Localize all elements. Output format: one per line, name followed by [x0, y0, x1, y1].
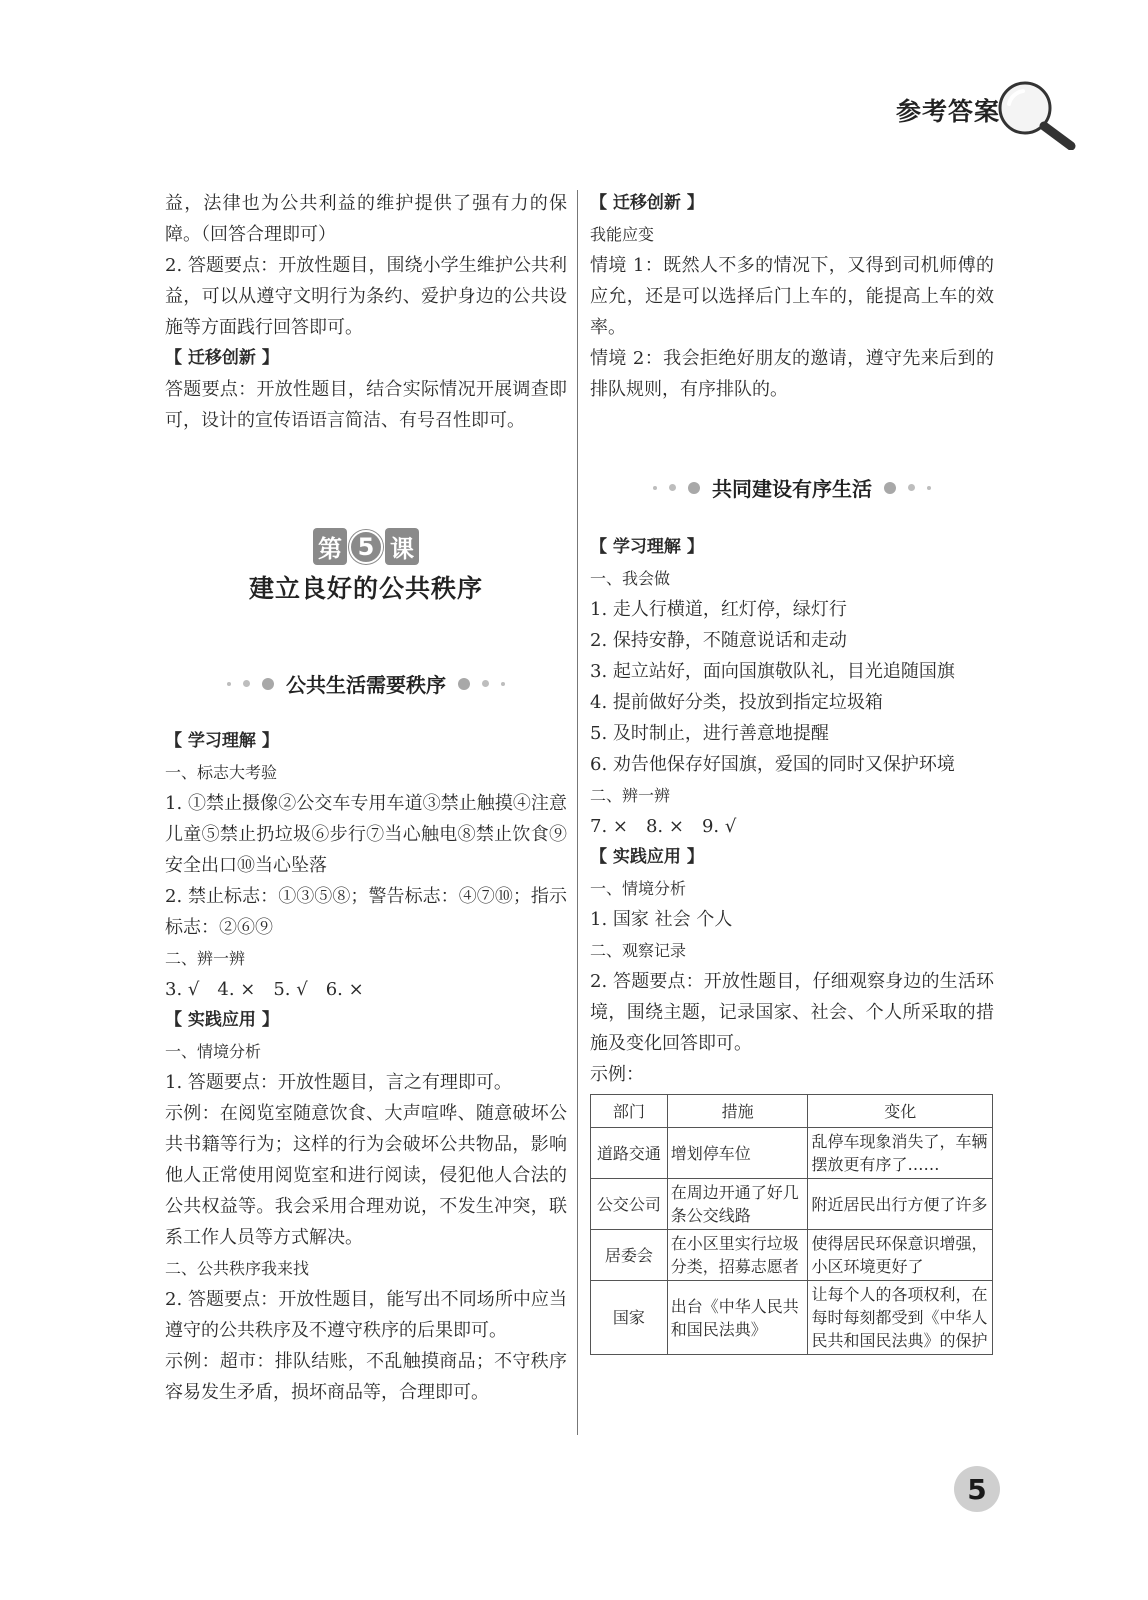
table-cell: 附近居民出行方便了许多 [808, 1179, 993, 1230]
left-sub-heading-3: 一、情境分析 [165, 1042, 262, 1061]
left-migrate-heading: 【 迁移创新 】 [165, 348, 279, 368]
left-q4: 2. 答题要点：开放性题目，能写出不同场所中应当遵守的公共秩序及不遵守秩序的后果即可。 [165, 1289, 567, 1341]
left-answer-2: 2. 答题要点：开放性题目，围绕小学生维护公共利益，可以从遵守文明行为条约、爱护身边的公共设施等方面践行回答即可。 [165, 255, 567, 338]
left-q1: 1. ①禁止摄像②公交车专用车道③禁止触摸④注意儿童⑤禁止扔垃圾⑥步行⑦当心触电⑧禁止饮食⑨安全出口⑩当心坠落 [165, 793, 567, 876]
observation-table [590, 1094, 993, 1355]
left-q4-example: 示例：超市：排队结账，不乱触摸商品；不守秩序容易发生矛盾，损坏商品等，合理即可。 [165, 1351, 567, 1403]
table-header-cell: 变化 [808, 1095, 993, 1128]
lesson-badge [313, 528, 419, 565]
right-q2: 2. 答题要点：开放性题目，仔细观察身边的生活环境，围绕主题，记录国家、社会、个人所采取的措施及变化回答即可。 [590, 971, 994, 1054]
lesson-number: 5 [349, 530, 383, 564]
left-learn-heading: 【 学习理解 】 [165, 731, 279, 751]
right-adapt-label: 我能应变 [590, 225, 655, 244]
dot-decoration [243, 680, 250, 687]
right-sub-heading-4: 二、观察记录 [590, 941, 687, 960]
dot-decoration [262, 678, 274, 690]
list-item: 2. 保持安静，不随意说话和走动 [590, 630, 847, 651]
dot-decoration [501, 682, 505, 686]
right-learn-heading: 【 学习理解 】 [590, 537, 704, 557]
right-q1: 1. 国家 社会 个人 [590, 909, 733, 930]
dot-decoration [927, 486, 931, 490]
page-header-title: 参考答案 [896, 97, 1001, 126]
lesson-badge-left: 第 [313, 528, 347, 565]
right-sub-heading-3: 一、情境分析 [590, 879, 687, 898]
right-judge-answers: 7. × 8. × 9. √ [590, 816, 737, 837]
left-section-title [165, 669, 567, 698]
list-item: 5. 及时制止，进行善意地提醒 [590, 723, 829, 744]
left-q2: 2. 禁止标志：①③⑤⑧；警告标志：④⑦⑩；指示标志：②⑥⑨ [165, 886, 567, 938]
right-practice-heading: 【 实践应用 】 [590, 847, 704, 867]
left-sub-heading-4: 二、公共秩序我来找 [165, 1259, 310, 1278]
table-cell: 在小区里实行垃圾分类，招募志愿者 [667, 1230, 808, 1281]
left-column [165, 188, 567, 1408]
right-section-title [590, 473, 994, 502]
table-cell: 让每个人的各项权利，在每时每刻都受到《中华人民共和国民法典》的保护 [808, 1281, 993, 1355]
dot-decoration [884, 482, 896, 494]
table-cell: 增划停车位 [667, 1128, 808, 1179]
left-sub-heading-1: 一、标志大考验 [165, 763, 278, 782]
left-section-title-text: 公共生活需要秩序 [286, 673, 446, 697]
table-header-row [591, 1095, 993, 1128]
right-migrate-heading: 【 迁移创新 】 [590, 193, 704, 213]
table-cell: 道路交通 [591, 1128, 668, 1179]
left-q3-example: 示例：在阅览室随意饮食、大声喧哗、随意破坏公共书籍等行为；这样的行为会破坏公共物品，影响他人正常使用阅览室和进行阅读，侵犯他人合法的公共权益等。我会采用合理劝说，不发生冲突，联系工作人员等方式解决。 [165, 1103, 567, 1248]
page-number: 5 [954, 1466, 1000, 1512]
right-sub-heading-1: 一、我会做 [590, 569, 671, 588]
left-sub-heading-2: 二、辨一辨 [165, 949, 246, 968]
column-divider [577, 190, 578, 1435]
left-practice-heading: 【 实践应用 】 [165, 1010, 279, 1030]
list-item: 3. 起立站好，面向国旗敬队礼，目光追随国旗 [590, 661, 955, 682]
table-cell: 在周边开通了好几条公交线路 [667, 1179, 808, 1230]
right-scene-2: 情境 2：我会拒绝好朋友的邀请，遵守先来后到的排队规则，有序排队的。 [590, 348, 994, 400]
dot-decoration [227, 682, 231, 686]
left-continuation-text: 益，法律也为公共利益的维护提供了强有力的保障。（回答合理即可） [165, 193, 567, 245]
dot-decoration [908, 484, 915, 491]
right-sub-heading-2: 二、辨一辨 [590, 786, 671, 805]
dot-decoration [688, 482, 700, 494]
list-item: 1. 走人行横道，红灯停，绿灯行 [590, 599, 847, 620]
table-row [591, 1128, 993, 1179]
table-cell: 乱停车现象消失了，车辆摆放更有序了…… [808, 1128, 993, 1179]
table-cell: 使得居民环保意识增强，小区环境更好了 [808, 1230, 993, 1281]
lesson-badge-right: 课 [385, 528, 419, 565]
dot-decoration [669, 484, 676, 491]
table-header-cell: 措施 [667, 1095, 808, 1128]
right-scene-1: 情境 1：既然人不多的情况下，又得到司机师傅的应允，还是可以选择后门上车的，能提高上车的效率。 [590, 255, 994, 338]
list-item: 6. 劝告他保存好国旗，爱国的同时又保护环境 [590, 754, 955, 775]
dot-decoration [653, 486, 657, 490]
table-cell: 公交公司 [591, 1179, 668, 1230]
right-column [590, 188, 994, 1355]
right-section-title-text: 共同建设有序生活 [712, 477, 872, 501]
table-header-cell: 部门 [591, 1095, 668, 1128]
list-item: 4. 提前做好分类，投放到指定垃圾箱 [590, 692, 883, 713]
dot-decoration [458, 678, 470, 690]
left-q3: 1. 答题要点：开放性题目，言之有理即可。 [165, 1072, 512, 1093]
table-cell: 居委会 [591, 1230, 668, 1281]
left-judge-answers: 3. √ 4. × 5. √ 6. × [165, 979, 364, 1000]
left-migrate-text: 答题要点：开放性题目，结合实际情况开展调查即可，设计的宣传语语言简洁、有号召性即可。 [165, 379, 567, 431]
table-row [591, 1281, 993, 1355]
table-row [591, 1230, 993, 1281]
lesson-title: 建立良好的公共秩序 [248, 574, 483, 603]
lesson-header [165, 528, 567, 605]
table-cell: 国家 [591, 1281, 668, 1355]
dot-decoration [482, 680, 489, 687]
right-example-label: 示例： [590, 1064, 644, 1085]
table-cell: 出台《中华人民共和国民法典》 [667, 1281, 808, 1355]
table-row [591, 1179, 993, 1230]
magnifier-icon [995, 78, 1079, 150]
